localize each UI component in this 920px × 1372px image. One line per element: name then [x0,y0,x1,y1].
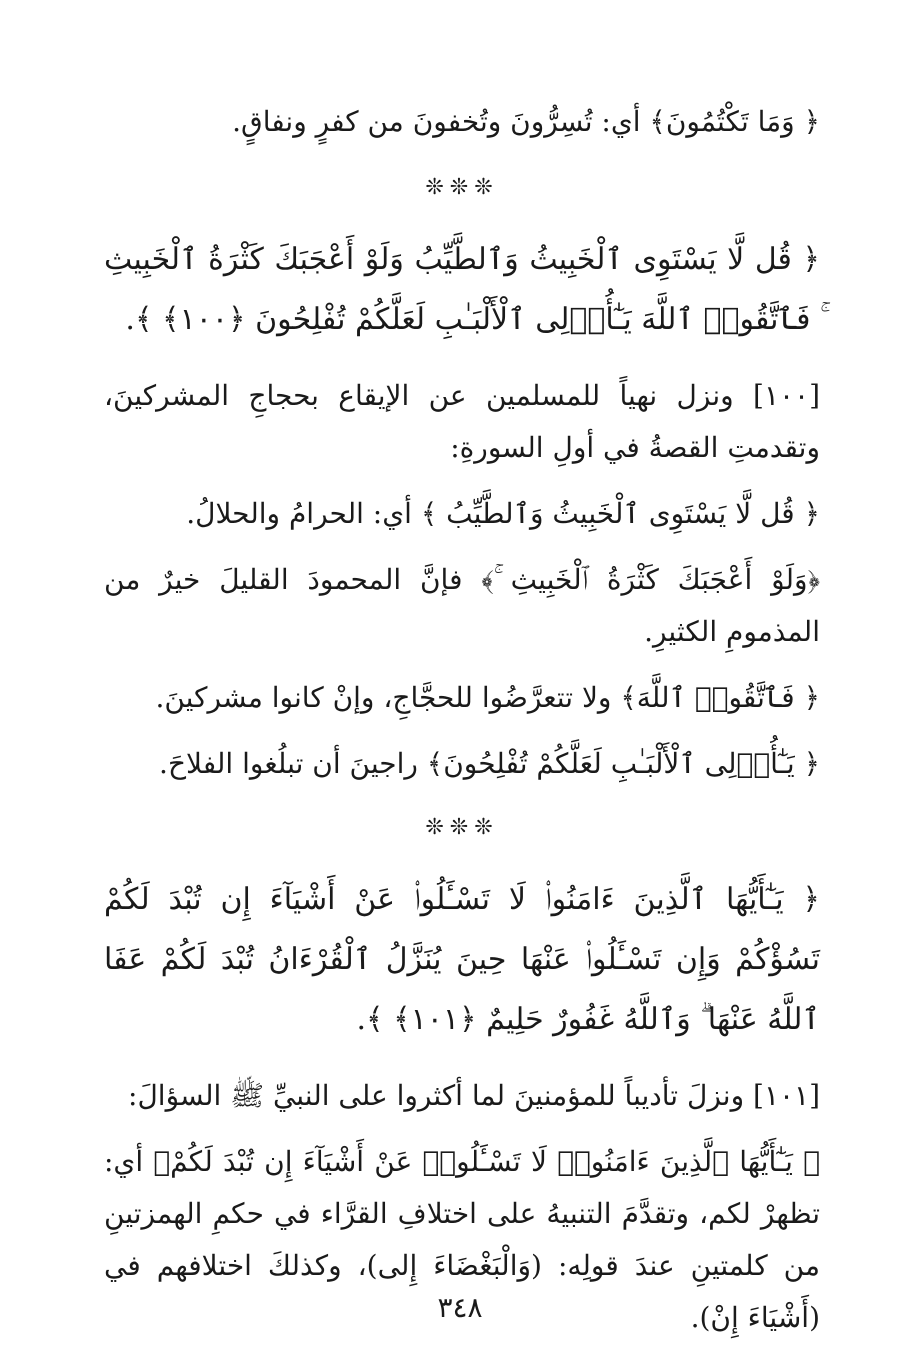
revelation-note-101: [١٠١] ونزلَ تأديباً للمؤمنينَ لما أكثروا على النبيِّ ﷺ السؤالَ: [128,1079,820,1112]
section-separator-asterisks: ❊❊❊ [425,815,499,840]
commentary-line-tuktumun: ﴿ وَمَا تَكْتُمُونَ﴾ أي: تُسِرُّونَ وتُخفونَ من كفرٍ ونفاقٍ. [232,105,820,138]
commentary-line-kathrah: ﴿وَلَوْ أَعْجَبَكَ كَثْرَةُ ٱلْخَبِيثِ ۚ﴾ فإنَّ المحمودَ القليلَ خيرٌ من المذمومِ الكثيرِ. [104,563,820,648]
quran-verse-100: ﴿ قُل لَّا يَسْتَوِى ٱلْخَبِيثُ وَٱلطَّيِّبُ وَلَوْ أَعْجَبَكَ كَثْرَةُ ٱلْخَبِيثِ ۚ فَٱتَّقُوا۟ ٱللَّهَ يَـٰٓأُو۟لِى ٱلْأَلْبَـٰبِ لَعَلَّكُمْ تُفْلِحُونَ ﴿١٠٠﴾ ﴾. [104,242,820,337]
page-number: ٣٤٨ [437,1291,483,1324]
revelation-note-100: [١٠٠] ونزل نهياً للمسلمين عن الإيقاع بحجاجِ المشركينَ، وتقدمتِ القصةُ في أولِ السورةِ: [104,379,820,464]
commentary-line-taqwa: ﴿ فَٱتَّقُوا۟ ٱللَّهَ﴾ ولا تتعرَّضُوا للحجَّاجِ، وإنْ كانوا مشركينَ. [155,681,820,714]
commentary-line-falah: ﴿ يَـٰٓأُو۟لِى ٱلْأَلْبَـٰبِ لَعَلَّكُمْ تُفْلِحُونَ﴾ راجينَ أن تبلُغوا الفلاحَ. [159,747,820,780]
commentary-line-khabith: ﴿ قُل لَّا يَسْتَوِى ٱلْخَبِيثُ وَٱلطَّيِّبُ ﴾ أي: الحرامُ والحلالُ. [186,497,820,530]
commentary-paragraph-tabda: ﴿ يَـٰٓأَيُّهَا ٱلَّذِينَ ءَامَنُوا۟ لَا تَسْـَٔلُوا۟ عَنْ أَشْيَآءَ إِن تُبْدَ لَكُمْ﴾ أي: تظهرْ لكم، وتقدَّمَ التنبيهُ على اختلافِ القرَّاء في حكمِ الهمزتينِ من كلمتينِ عندَ قولِه: (وَالْبَغْضَاءَ إِلى)، وكذلكَ اختلافهم في (أَشْيَاءَ إِنْ). [104,1145,820,1334]
section-separator-asterisks: ❊❊❊ [425,175,499,200]
quran-verse-101: ﴿ يَـٰٓأَيُّهَا ٱلَّذِينَ ءَامَنُوا۟ لَا تَسْـَٔلُوا۟ عَنْ أَشْيَآءَ إِن تُبْدَ لَكُمْ تَسُؤْكُمْ وَإِن تَسْـَٔلُوا۟ عَنْهَا حِينَ يُنَزَّلُ ٱلْقُرْءَانُ تُبْدَ لَكُمْ عَفَا ٱللَّهُ عَنْهَا ۗ وَٱللَّهُ غَفُورٌ حَلِيمٌ ﴿١٠١﴾ ﴾. [104,882,820,1037]
